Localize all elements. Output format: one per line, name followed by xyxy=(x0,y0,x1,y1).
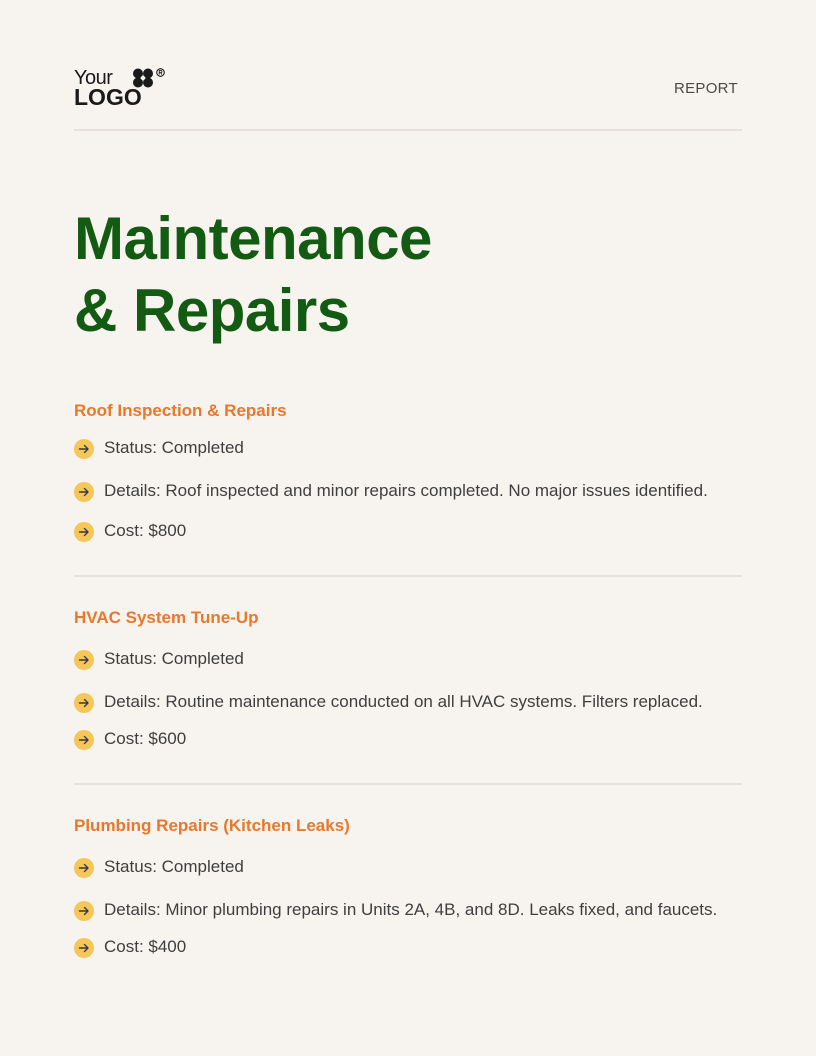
item-text: Cost: $600 xyxy=(104,729,187,748)
item-text: Status: Completed xyxy=(104,438,244,457)
arrow-right-icon xyxy=(74,858,94,878)
list-item xyxy=(74,437,742,459)
header-divider xyxy=(74,129,742,131)
report-label: REPORT xyxy=(673,80,738,97)
title-line-1: Maintenance xyxy=(74,205,432,272)
item-text: Status: Completed xyxy=(104,649,244,668)
section-heading: Roof Inspection & Repairs xyxy=(74,401,287,420)
logo-text-bottom: LOGO xyxy=(74,84,142,110)
item-text: Details: Roof inspected and minor repairs completed. No major issues identified. xyxy=(104,481,708,500)
section-divider xyxy=(74,783,742,785)
section-heading: HVAC System Tune-Up xyxy=(74,608,259,627)
list-item xyxy=(74,691,742,713)
arrow-right-icon xyxy=(74,522,94,542)
logo-text-top: Your xyxy=(74,67,113,89)
section-divider xyxy=(74,575,742,577)
page-header xyxy=(74,66,742,130)
item-text: Details: Minor plumbing repairs in Units 2A, 4B, and 8D. Leaks fixed, and faucets. xyxy=(104,900,718,919)
arrow-right-icon xyxy=(74,439,94,459)
item-text: Cost: $800 xyxy=(104,521,187,540)
list-item xyxy=(74,856,742,878)
list-item xyxy=(74,480,742,502)
item-text: Status: Completed xyxy=(104,857,244,876)
item-text: Cost: $400 xyxy=(104,937,187,956)
list-item xyxy=(74,648,742,670)
arrow-right-icon xyxy=(74,901,94,921)
list-item xyxy=(74,520,742,542)
arrow-right-icon xyxy=(74,730,94,750)
company-logo xyxy=(74,66,174,110)
arrow-right-icon xyxy=(74,650,94,670)
arrow-right-icon xyxy=(74,693,94,713)
title-line-2: & Repairs xyxy=(74,277,350,344)
section-heading: Plumbing Repairs (Kitchen Leaks) xyxy=(74,816,350,835)
arrow-right-icon xyxy=(74,938,94,958)
list-item xyxy=(74,728,742,750)
arrow-right-icon xyxy=(74,482,94,502)
item-text: Details: Routine maintenance conducted on all HVAC systems. Filters replaced. xyxy=(104,692,703,711)
page-title xyxy=(74,203,432,347)
list-item xyxy=(74,936,742,958)
list-item xyxy=(74,899,742,921)
registered-mark-icon xyxy=(156,68,165,77)
